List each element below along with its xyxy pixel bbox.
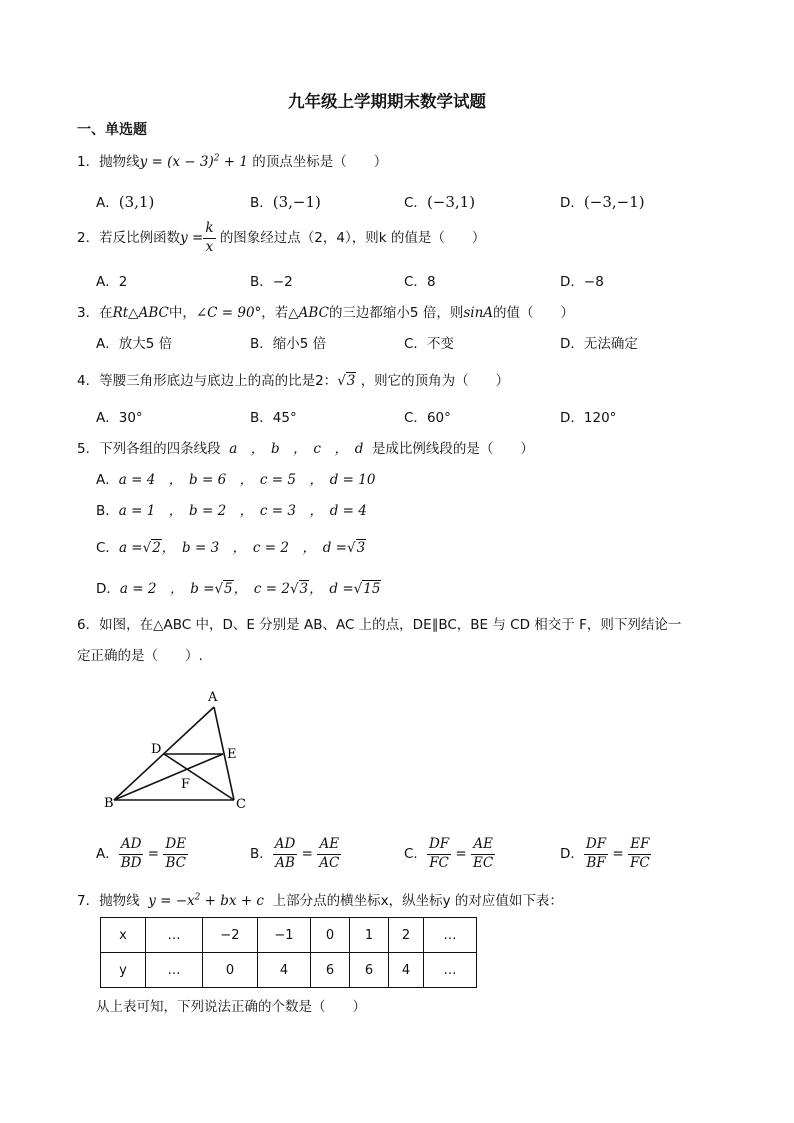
question-2: 2．若反比例函数y = $\frac{k}{x}$ 的图象经过点（2，4），则k 的值是（ ）: [77, 220, 486, 255]
option-d[interactable]: D．120°: [560, 410, 617, 426]
question-6-cont: 定正确的是（ ）.: [77, 648, 203, 664]
table-row: [101, 953, 477, 988]
option-c[interactable]: C．不变: [404, 336, 454, 352]
table-cell: 0: [203, 953, 258, 988]
question-5: 5．下列各组的四条线段 a ， b ， c ， d 是成比例线段的是（ ）: [77, 441, 534, 457]
table-cell: 6: [311, 953, 350, 988]
option-c[interactable]: C．(−3,1): [404, 193, 476, 211]
option-a[interactable]: A．放大5 倍: [96, 336, 173, 352]
table-cell: x: [101, 918, 146, 953]
question-7-cont: 从上表可知，下列说法正确的个数是（ ）: [96, 999, 366, 1015]
option-b[interactable]: B．(3,−1): [250, 193, 321, 211]
table-cell: y: [101, 953, 146, 988]
page-title: 九年级上学期期末数学试题: [288, 92, 486, 111]
label-a: A: [208, 690, 218, 705]
option-c[interactable]: C．8: [404, 274, 436, 290]
option-c[interactable]: C．60°: [404, 410, 451, 426]
option-a[interactable]: A．2: [96, 274, 128, 290]
question-1: [77, 150, 387, 170]
table-cell: 4: [389, 953, 424, 988]
question-text: 抛物线: [99, 154, 140, 170]
value-table: [100, 917, 477, 988]
table-cell: 4: [258, 953, 311, 988]
table-cell: 1: [350, 918, 389, 953]
question-4: 4．等腰三角形底边与底边上的高的比是2：√3 ，则它的顶角为（ ）: [77, 373, 510, 389]
math-expression: $y = (x - 3)^2 + 1$: [139, 153, 248, 170]
label-c: C: [236, 797, 246, 812]
label-e: E: [227, 747, 237, 762]
option-d[interactable]: D．−8: [560, 274, 604, 290]
question-6: 6．如图，在△ABC 中，D、E 分别是 AB、AC 上的点，DE∥BC，BE 与 CD 相交于 F，则下列结论一: [77, 617, 682, 633]
table-cell: 0: [311, 918, 350, 953]
option-a[interactable]: A．a = 4 ， b = 6 ， c = 5 ， d = 10: [96, 472, 376, 488]
segment-dc: [164, 754, 234, 800]
option-b[interactable]: B． $\frac{AD}{AB}$ = $\frac{AE}{AC}$: [250, 836, 340, 871]
table-cell: …: [424, 953, 477, 988]
question-7: 7．抛物线 $y = -x^2$ + bx + c 上部分点的横坐标x，纵坐标y 的对应值如下表：: [77, 892, 563, 909]
option-a[interactable]: A． $\frac{AD}{BD}$ = $\frac{DE}{BC}$: [96, 836, 187, 871]
option-b[interactable]: B．−2: [250, 274, 293, 290]
option-d[interactable]: D．无法确定: [560, 336, 638, 352]
label-b: B: [104, 796, 114, 811]
table-cell: …: [424, 918, 477, 953]
triangle-figure: [100, 685, 260, 815]
question-3: 3．在Rt△ABC中，∠C = 90°，若△ABC的三边都缩小5 倍，则sinA的值（ ）: [77, 305, 575, 321]
option-a[interactable]: A．30°: [96, 410, 143, 426]
table-cell: −2: [203, 918, 258, 953]
option-b[interactable]: B．缩小5 倍: [250, 336, 327, 352]
math-expression: $y = -x^2$ + bx + c: [148, 892, 264, 909]
label-d: D: [151, 742, 162, 757]
table-cell: 2: [389, 918, 424, 953]
table-cell: 6: [350, 953, 389, 988]
segment-be: [114, 754, 223, 800]
label-f: F: [181, 777, 191, 792]
option-a[interactable]: A．(3,1): [96, 193, 155, 211]
option-c[interactable]: C．a =√2， b = 3 ， c = 2 ， d =√3: [96, 540, 366, 556]
option-b[interactable]: B．a = 1 ， b = 2 ， c = 3 ， d = 4: [96, 503, 367, 519]
table-cell: …: [146, 918, 203, 953]
table-cell: …: [146, 953, 203, 988]
question-number: 1．: [77, 154, 100, 170]
option-b[interactable]: B．45°: [250, 410, 297, 426]
option-c[interactable]: C． $\frac{DF}{FC}$ = $\frac{AE}{EC}$: [404, 836, 494, 871]
table-cell: −1: [258, 918, 311, 953]
table-row: [101, 918, 477, 953]
question-text: 的顶点坐标是（ ）: [252, 154, 388, 170]
option-d[interactable]: D．a = 2 ， b =√5， c = 2√3， d =√15: [96, 581, 381, 597]
section-heading: 一、单选题: [77, 122, 147, 138]
fraction: $\frac{k}{x}$: [205, 220, 214, 255]
option-d[interactable]: D． $\frac{DF}{BF}$ = $\frac{EF}{FC}$: [560, 836, 650, 871]
option-d[interactable]: D．(−3,−1): [560, 193, 645, 211]
sqrt-expression: √3: [337, 373, 356, 389]
